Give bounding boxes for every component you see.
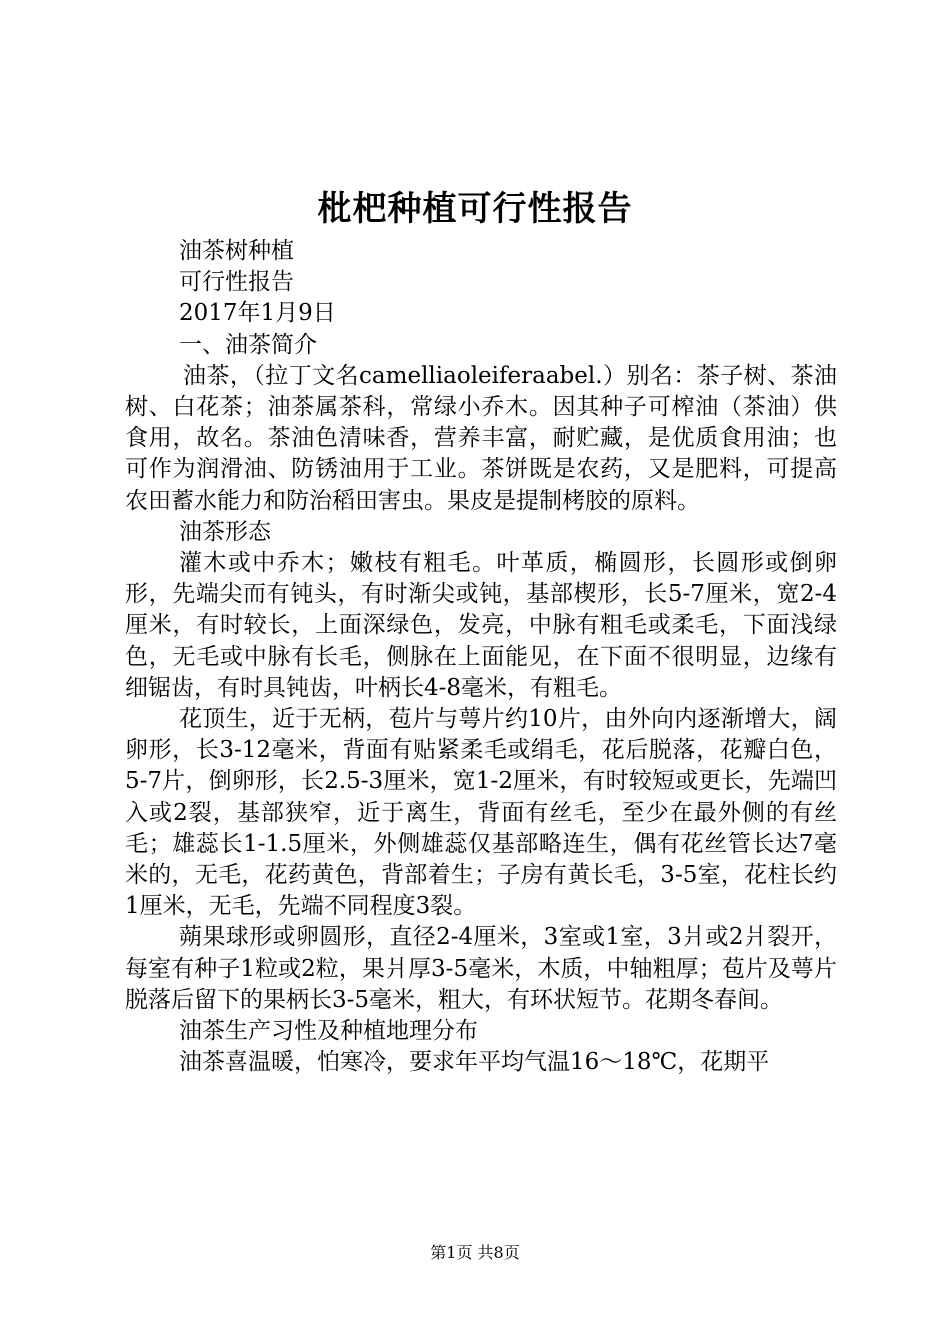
page-footer: 第1页 共8页 xyxy=(430,1243,520,1262)
paragraph: 蒴果球形或卵圆形，直径2-4厘米，3室或1室，3爿或2爿裂开，每室有种子1粒或2粒，果爿厚3-5毫米，木质，中轴粗厚；苞片及萼片脱落后留下的果柄长3-5毫米，粗大，有环状短节。花期冬春间。 xyxy=(125,924,837,1013)
paragraph: 花顶生，近于无柄，苞片与萼片约10片，由外向内逐渐增大，阔卵形，长3-12毫米，背面有贴紧柔毛或绢毛，花后脱落，花瓣白色，5-7片，倒卵形，长2.5-3厘米，宽1-2厘米，有时较短或更长，先端凹入或2裂，基部狭窄，近于离生，背面有丝毛，至少在最外侧的有丝毛；雄蕊长1-1.5厘米，外侧雄蕊仅基部略连生，偶有花丝管长达7毫米的，无毛，花药黄色，背部着生；子房有黄长毛，3-5室，花柱长约1厘米，无毛，先端不同程度3裂。 xyxy=(125,706,837,920)
paragraph: 可行性报告 xyxy=(179,269,294,296)
paragraph: 灌木或中乔木；嫩枝有粗毛。叶革质，椭圆形，长圆形或倒卵形，先端尖而有钝头，有时渐尖或钝，基部楔形，长5-7厘米，宽2-4厘米，有时较长，上面深绿色，发亮，中脉有粗毛或柔毛，下面浅绿色，无毛或中脉有长毛，侧脉在上面能见，在下面不很明显，边缘有细锯齿，有时具钝齿，叶柄长4-8毫米，有粗毛。 xyxy=(125,550,837,701)
paragraph: 油茶树种植 xyxy=(179,238,294,264)
section-heading: 一、油茶简介 xyxy=(179,331,317,358)
paragraph: 油茶喜温暖，怕寒冷，要求年平均气温16～18℃，花期平 xyxy=(179,1049,770,1076)
document-title: 枇杷种植可行性报告 xyxy=(317,189,633,229)
date-line: 2017年1月9日 xyxy=(179,300,336,327)
section-heading: 油茶形态 xyxy=(179,518,271,545)
section-heading: 油茶生产习性及种植地理分布 xyxy=(179,1018,478,1045)
paragraph: 油茶，（拉丁文名camelliaoleiferaabel.）别名：茶子树、茶油树、白花茶；油茶属茶科，常绿小乔木。因其种子可榨油（茶油）供食用，故名。茶油色清味香，营养丰富，耐贮藏，是优质食用油；也可作为润滑油、防锈油用于工业。茶饼既是农药，又是肥料，可提高农田蓄水能力和防治稻田害虫。果皮是提制栲胶的原料。 xyxy=(125,362,837,514)
document-body xyxy=(125,236,837,1078)
